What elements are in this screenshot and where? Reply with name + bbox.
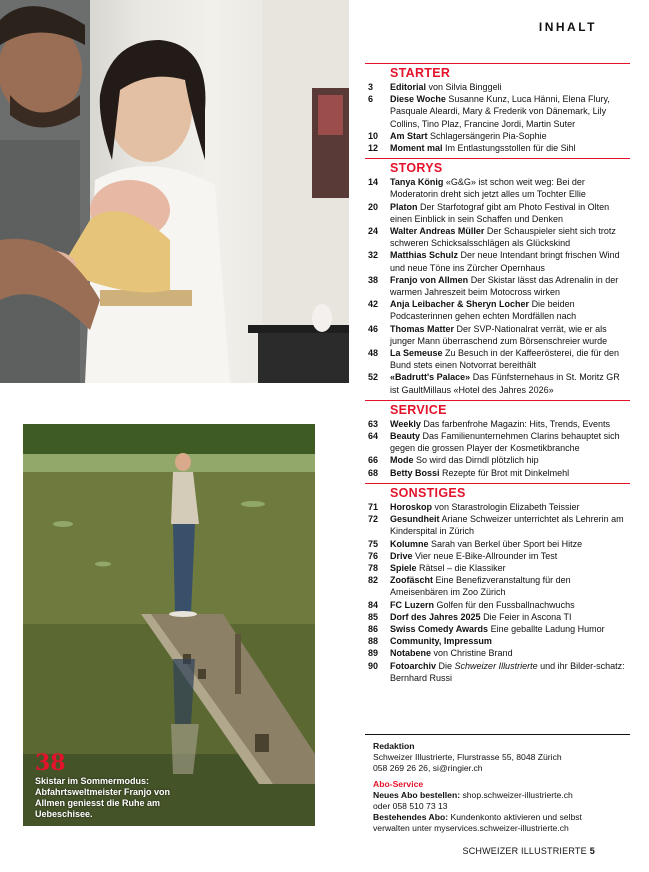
entry-page: 88 <box>368 636 379 647</box>
entry-title: Am Start <box>390 130 428 141</box>
toc-section-service <box>365 400 630 479</box>
toc-entry[interactable] <box>365 130 630 142</box>
entry-desc: Zu Besuch in der Kaffeerösterei, die für den Bund stets einen Notvorrat bereithält <box>390 348 619 371</box>
toc-entry[interactable] <box>365 467 630 479</box>
entry-desc: Eine Benefizveranstaltung für den Ameisenbären im Zoo Zürich <box>390 575 571 598</box>
impressum <box>373 741 633 835</box>
entry-desc: Das Familienunternehmen Clarins behauptet sich gegen die grossen Player der Kosmetikbranche <box>390 431 620 454</box>
entry-page: 63 <box>368 418 379 429</box>
entry-title: Tanya König <box>390 177 444 188</box>
entry-desc: So wird das Dirndl plötzlich hip <box>416 455 539 466</box>
entry-page: 32 <box>368 250 379 261</box>
entry-desc: Rezepte für Brot mit Dinkelmehl <box>442 467 570 478</box>
entry-desc: Golfen für den Fussballnachwuchs <box>436 599 575 610</box>
redaktion-address: Schweizer Illustrierte, Flurstrasse 55, 8048 Zürich <box>373 752 562 763</box>
toc-entry[interactable] <box>365 323 630 347</box>
abo-heading: Abo-Service <box>373 778 424 789</box>
toc-entry[interactable] <box>365 635 630 647</box>
toc-entry[interactable] <box>365 93 630 130</box>
family-photo-art <box>0 0 349 383</box>
toc-section-storys <box>365 158 630 396</box>
entry-desc: Ariane Schweizer unterrichtet als Lehrerin am Kinderspital in Zürich <box>390 514 624 537</box>
entry-title: Kolumne <box>390 538 429 549</box>
entry-desc: Die beiden Podcasterinnen gehen echten Mordfällen nach <box>390 299 577 322</box>
entry-title: Drive <box>390 550 413 561</box>
entry-page: 76 <box>368 550 379 561</box>
entry-title: Moment mal <box>390 143 443 154</box>
toc-entry[interactable] <box>365 611 630 623</box>
entry-desc: von Christine Brand <box>433 648 513 659</box>
magazine-name: SCHWEIZER ILLUSTRIERTE <box>462 846 587 856</box>
entry-title: Diese Woche <box>390 94 446 105</box>
entry-desc: Der neue Intendant bringt frischen Wind und neue Töne ins Zürcher Opernhaus <box>390 250 620 273</box>
entry-title: Beauty <box>390 431 421 442</box>
entry-title: Swiss Comedy Awards <box>390 623 489 634</box>
entry-page: 38 <box>368 274 379 285</box>
entry-desc: Im Entlastungsstollen für die Sihl <box>445 143 576 154</box>
toc-entry[interactable] <box>365 225 630 249</box>
entry-desc-italic: Schweizer Illustrierte <box>454 660 538 671</box>
entry-title: Community, Impressum <box>390 636 492 647</box>
entry-page: 86 <box>368 623 379 634</box>
photo-caption <box>35 752 195 820</box>
entry-desc: Eine geballte Ladung Humor <box>490 623 605 634</box>
entry-page: 66 <box>368 455 379 466</box>
entry-desc: Das farbenfrohe Magazin: Hits, Trends, Events <box>423 418 610 429</box>
entry-title: Anja Leibacher & Sheryn Locher <box>390 299 530 310</box>
entry-page: 84 <box>368 599 379 610</box>
entry-title: Mode <box>390 455 414 466</box>
abo-new-label: Neues Abo bestellen: <box>373 789 461 800</box>
entry-page: 78 <box>368 562 379 573</box>
entry-page: 68 <box>368 467 379 478</box>
entry-desc-pre: Die <box>438 660 455 671</box>
entry-page: 82 <box>368 575 379 586</box>
entry-page: 90 <box>368 660 379 671</box>
toc-entry[interactable] <box>365 347 630 371</box>
page-title: INHALT <box>538 20 597 34</box>
entry-desc: Der Skistar lässt das Adrenalin in der warmen Jahreszeit beim Motocross wirken <box>390 274 619 298</box>
entry-title: Fotoarchiv <box>390 660 437 671</box>
entry-title: Franjo von Allmen <box>390 274 469 285</box>
entry-page: 20 <box>368 201 379 212</box>
page-footer <box>463 846 595 856</box>
toc-entry[interactable] <box>365 430 630 454</box>
section-header: SONSTIGES <box>365 483 630 501</box>
toc-entry[interactable] <box>365 201 630 225</box>
entry-desc: Der Starfotograf gibt am Photo Festival in Olten einen Einblick in sein Schaffen und Denken <box>390 201 610 224</box>
entry-page: 46 <box>368 323 379 334</box>
toc-entry[interactable] <box>365 538 630 550</box>
entry-page: 64 <box>368 431 379 442</box>
entry-desc: Schlagersängerin Pia-Sophie <box>430 130 547 141</box>
toc-entry[interactable] <box>365 574 630 598</box>
entry-desc: Der SVP-Nationalrat verrät, wie er als junger Mann überraschend zum Börsenschreier wurde <box>390 323 608 346</box>
entry-desc: Sarah van Berkel über Sport bei Hitze <box>431 538 583 549</box>
toc-entry[interactable] <box>365 454 630 466</box>
entry-page: 12 <box>368 143 379 154</box>
lake-photo <box>23 424 315 826</box>
toc-entry[interactable] <box>365 249 630 273</box>
entry-title: Platon <box>390 201 418 212</box>
caption-page-number: 38 <box>35 750 66 776</box>
section-header: STORYS <box>365 158 630 176</box>
abo-existing-line <box>373 812 633 823</box>
entry-title: Matthias Schulz <box>390 250 459 261</box>
toc-entry[interactable] <box>365 647 630 659</box>
entry-desc: Der Schauspieler sieht sich trotz schweren Schicksalsschlägen als Glückskind <box>390 226 616 249</box>
entry-desc: Susanne Kunz, Luca Hänni, Elena Flury, Pasquale Aleardi, Mary & Frederik von Dänemark, Lily Collins, Tino Plaz, Francine Jordi, Martin Suter <box>390 94 610 129</box>
entry-desc: von Silvia Binggeli <box>428 82 502 92</box>
entry-page: 52 <box>368 372 379 383</box>
entry-page: 75 <box>368 538 379 549</box>
entry-title: Walter Andreas Müller <box>390 226 485 237</box>
toc-entry[interactable] <box>365 142 630 154</box>
entry-title: Zoofäscht <box>390 575 434 586</box>
abo-new-line <box>373 790 633 801</box>
toc-entry[interactable] <box>365 274 630 298</box>
redaktion-contact[interactable]: 058 269 26 26, si@ringier.ch <box>373 763 483 774</box>
entry-title: Horoskop <box>390 501 433 512</box>
entry-page: 85 <box>368 611 379 622</box>
entry-title: La Semeuse <box>390 348 443 359</box>
entry-desc-rest: und ihr Bilder-schatz: Bernhard Russi <box>390 660 625 683</box>
impressum-divider <box>365 734 630 735</box>
redaktion-heading: Redaktion <box>373 741 415 751</box>
entry-desc: «G&G» ist schon weit weg: Bei der Moderatorin dreht sich jetzt alles um Tochter Ellie <box>390 177 586 200</box>
entry-page: 89 <box>368 648 379 659</box>
toc-entry[interactable] <box>365 562 630 574</box>
entry-desc: Vier neue E-Bike-Allrounder im Test <box>415 550 558 561</box>
toc-entry[interactable] <box>365 298 630 322</box>
toc-entry[interactable] <box>365 550 630 562</box>
toc-entry[interactable] <box>365 660 630 684</box>
toc-entry[interactable] <box>365 176 630 200</box>
toc-section-sonstiges <box>365 483 630 684</box>
entry-page: 6 <box>368 94 374 105</box>
entry-title: Thomas Matter <box>390 323 455 334</box>
abo-existing-link[interactable]: verwalten unter myservices.schweizer-illustrierte.ch <box>373 823 569 834</box>
entry-title: Weekly <box>390 418 421 429</box>
entry-title: Editorial <box>390 82 427 92</box>
entry-title: Gesundheit <box>390 514 440 525</box>
family-photo <box>0 0 349 383</box>
page-number: 5 <box>589 846 595 856</box>
entry-page: 3 <box>368 82 374 92</box>
entry-page: 14 <box>368 177 379 188</box>
entry-title: Betty Bossi <box>390 467 440 478</box>
toc-entry[interactable] <box>365 599 630 611</box>
abo-existing-text: Kundenkonto aktivieren und selbst <box>448 812 582 823</box>
entry-desc: Die Feier in Ascona TI <box>483 611 572 622</box>
caption-text: Skistar im Sommermodus: Abfahrtsweltmeister Franjo von Allmen geniesst die Ruhe am Uebeschisee. <box>35 776 171 819</box>
toc-section-starter <box>365 63 630 154</box>
entry-desc: Das Fünfsternehaus in St. Moritz GR ist GaultMillaus «Hotel des Jahres 2026» <box>390 372 620 395</box>
entry-desc: von Starastrologin Elizabeth Teissier <box>434 501 580 512</box>
entry-page: 48 <box>368 348 379 359</box>
toc-entry[interactable] <box>365 418 630 430</box>
entry-title: Spiele <box>390 562 417 573</box>
abo-existing-label: Bestehendes Abo: <box>373 812 449 823</box>
entry-page: 10 <box>368 130 379 141</box>
toc-entry[interactable] <box>365 81 630 93</box>
entry-page: 42 <box>368 299 379 310</box>
section-header: SERVICE <box>365 400 630 418</box>
entry-page: 72 <box>368 514 379 525</box>
toc-entry[interactable] <box>365 501 630 513</box>
entry-page: 24 <box>368 226 379 237</box>
abo-new-link[interactable]: shop.schweizer-illustrierte.ch <box>460 789 573 800</box>
abo-new-phone: oder 058 510 73 13 <box>373 801 448 812</box>
entry-desc: Rätsel – die Klassiker <box>419 562 506 573</box>
table-of-contents <box>365 63 630 688</box>
entry-title: FC Luzern <box>390 599 434 610</box>
entry-title: Notabene <box>390 648 432 659</box>
toc-entry[interactable] <box>365 623 630 635</box>
entry-page: 71 <box>368 501 379 512</box>
toc-entry[interactable] <box>365 371 630 395</box>
entry-title: Dorf des Jahres 2025 <box>390 611 481 622</box>
toc-entry[interactable] <box>365 513 630 537</box>
entry-title: «Badrutt's Palace» <box>390 372 471 383</box>
section-header: STARTER <box>365 63 630 81</box>
